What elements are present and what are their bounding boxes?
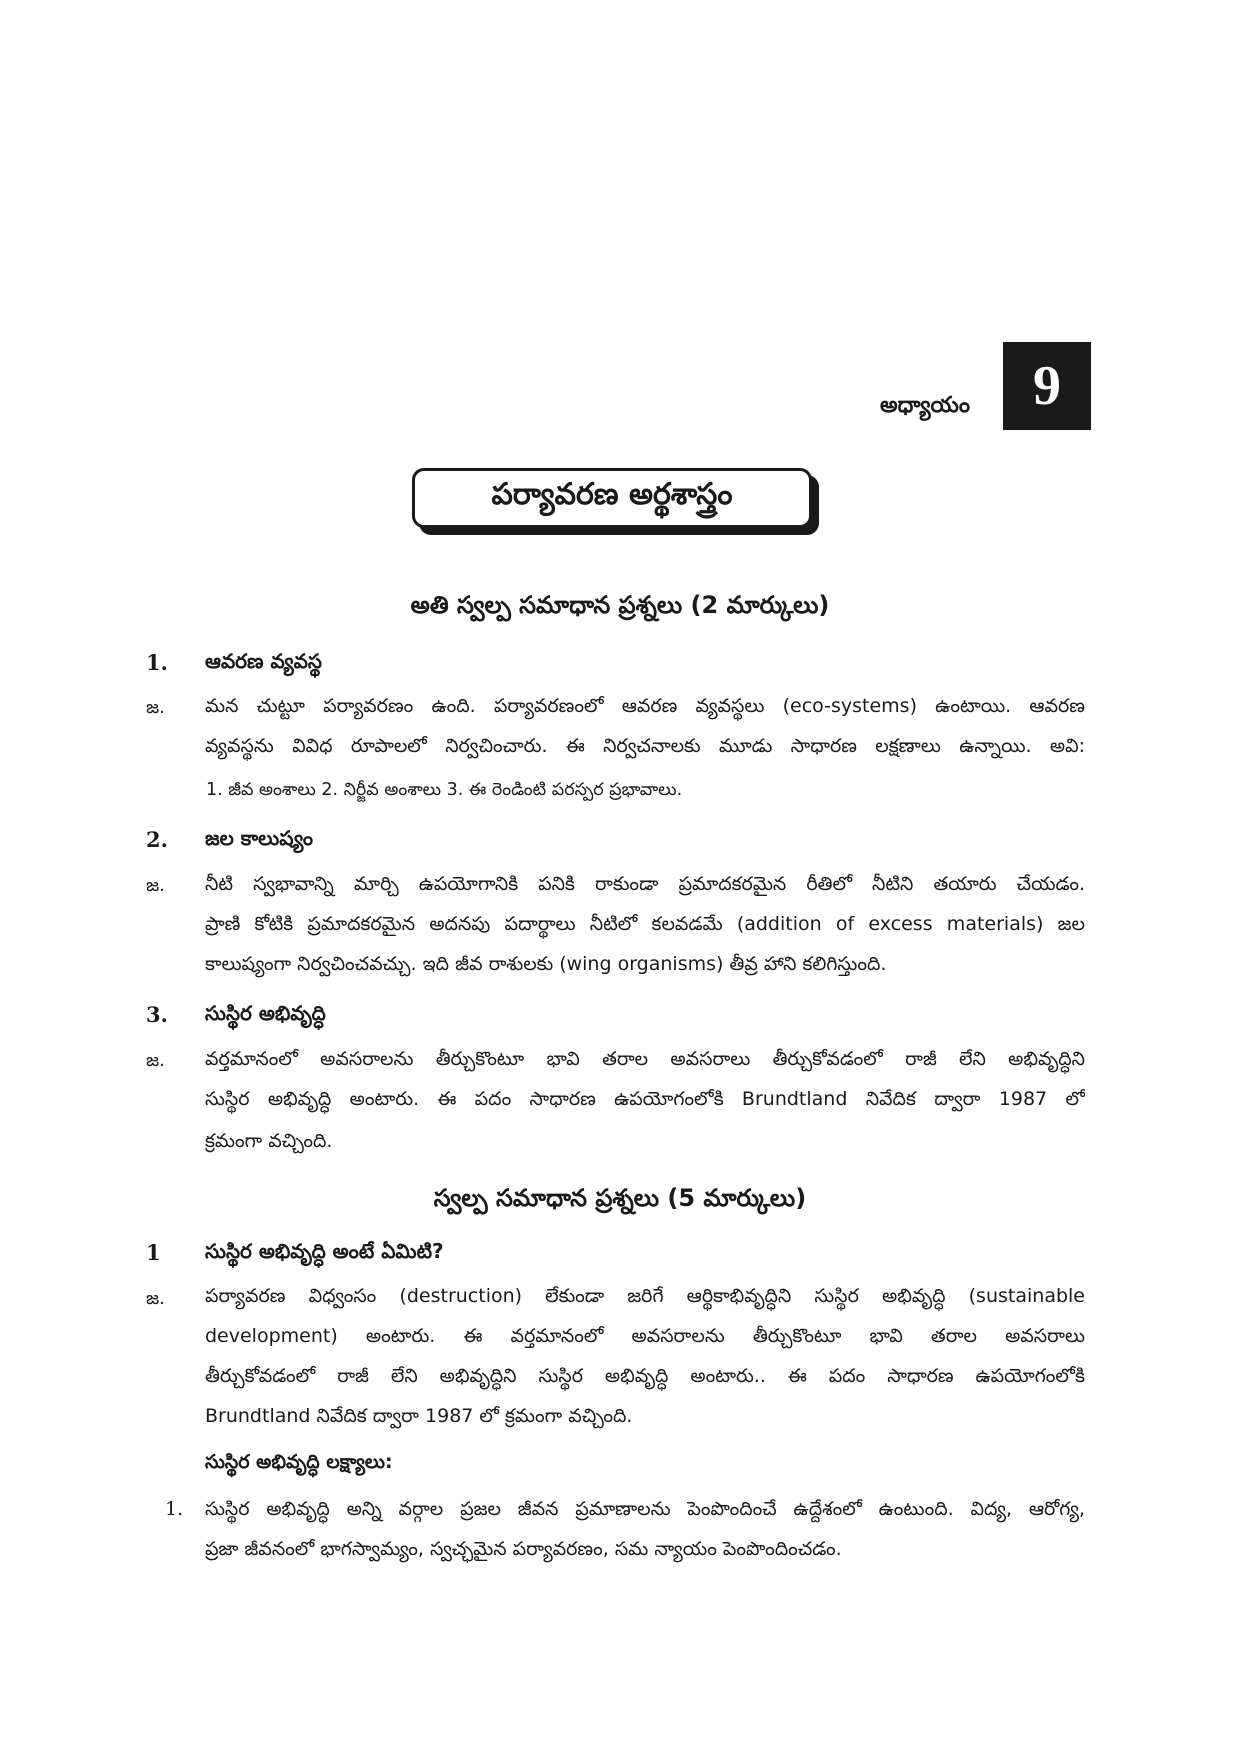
goals-subheading: సుస్థిర అభివృద్ధి లక్ష్యాలు:: [205, 1451, 393, 1473]
section-heading-very-short: అతి స్వల్ప సమాధాన ప్రశ్నలు (2 మార్కులు): [410, 591, 830, 619]
question-text: ఆవరణ వ్యవస్థ: [205, 649, 322, 673]
answer-line: నీటి స్వభావాన్ని మార్చి ఉపయోగానికి పనికి రాకుండా ప్రమాదకరమైన రీతిలో నీటిని తయారు చేయడం.: [205, 873, 1085, 895]
chapter-label: అధ్యాయం: [880, 393, 971, 418]
section-heading-short: స్వల్ప సమాధాన ప్రశ్నలు (5 మార్కులు): [433, 1184, 807, 1212]
goal-line: సుస్థిర అభివృద్ధి అన్ని వర్గాల ప్రజల జీవన ప్రమాణాలను పెంపొందించే ఉద్దేశంలో ఉంటుంది. విద్య, ఆరోగ్య,: [205, 1498, 1085, 1520]
answer-line: క్రమంగా వచ్చింది.: [205, 1130, 333, 1152]
answer-label: జ.: [146, 697, 165, 718]
answer-line: Brundtland నివేదిక ద్వారా 1987 లో క్రమంగా వచ్చింది.: [205, 1405, 633, 1427]
answer-line: సుస్థిర అభివృద్ధి అంటారు. ఈ పదం సాధారణ ఉపయోగంలోకి Brundtland నివేదిక ద్వారా 1987 లో: [205, 1088, 1085, 1110]
question-text: జల కాలుష్యం: [205, 826, 314, 850]
answer-line: వ్యవస్థను వివిధ రూపాలలో నిర్వచించారు. ఈ నిర్వచనాలకు మూడు సాధారణ లక్షణాలు ఉన్నాయి. అవి:: [205, 735, 1085, 757]
question-number: 2.: [146, 827, 168, 852]
question-text: సుస్థిర అభివృద్ధి అంటే ఏమిటి?: [205, 1239, 444, 1263]
question-text: సుస్థిర అభివృద్ధి: [205, 1001, 326, 1025]
answer-line: పర్యావరణ విధ్వంసం (destruction) లేకుండా జరిగే ఆర్థికాభివృద్ధిని సుస్థిర అభివృద్ధి (sustainable: [205, 1285, 1085, 1307]
answer-line: ప్రాణి కోటికి ప్రమాదకరమైన అదనపు పదార్థాలు నీటిలో కలవడమే (addition of excess materials) జల: [205, 913, 1085, 935]
answer-line: 1. జీవ అంశాలు 2. నిర్జీవ అంశాలు 3. ఈ రెండింటి పరస్పర ప్రభావాలు.: [206, 780, 683, 800]
answer-label: జ.: [146, 875, 165, 896]
goal-number: 1.: [165, 1498, 184, 1520]
answer-line: మన చుట్టూ పర్యావరణం ఉంది. పర్యావరణంలో ఆవరణ వ్యవస్థలు (eco-systems) ఉంటాయి. ఆవరణ: [205, 695, 1085, 717]
chapter-title-frame: [412, 468, 822, 532]
question-number: 3.: [146, 1002, 168, 1027]
answer-line: తీర్చుకోవడంలో రాజీ లేని అభివృద్ధిని సుస్థిర అభివృద్ధి అంటారు.. ఈ పదం సాధారణ ఉపయోగంలోకి: [205, 1365, 1085, 1387]
question-number: 1: [146, 1240, 161, 1265]
answer-line: కాలుష్యంగా నిర్వచించవచ్చు. ఇది జీవ రాశులకు (wing organisms) తీవ్ర హాని కలిగిస్తుంది.: [205, 953, 887, 975]
chapter-number-badge: 9: [1003, 342, 1091, 430]
answer-label: జ.: [146, 1050, 165, 1071]
answer-line: development) అంటారు. ఈ వర్తమానంలో అవసరాలను తీర్చుకొంటూ భావి తరాల అవసరాలు: [205, 1325, 1085, 1347]
question-number: 1.: [146, 650, 168, 675]
answer-line: వర్తమానంలో అవసరాలను తీర్చుకొంటూ భావి తరాల అవసరాలు తీర్చుకోవడంలో రాజీ లేని అభివృద్ధిని: [205, 1048, 1085, 1070]
chapter-title: పర్యావరణ అర్థశాస్త్రం: [412, 468, 812, 528]
goal-line: ప్రజా జీవనంలో భాగస్వామ్యం, స్వచ్ఛమైన పర్యావరణం, సమ న్యాయం పెంపొందించడం.: [205, 1538, 842, 1560]
answer-label: జ.: [146, 1288, 165, 1309]
